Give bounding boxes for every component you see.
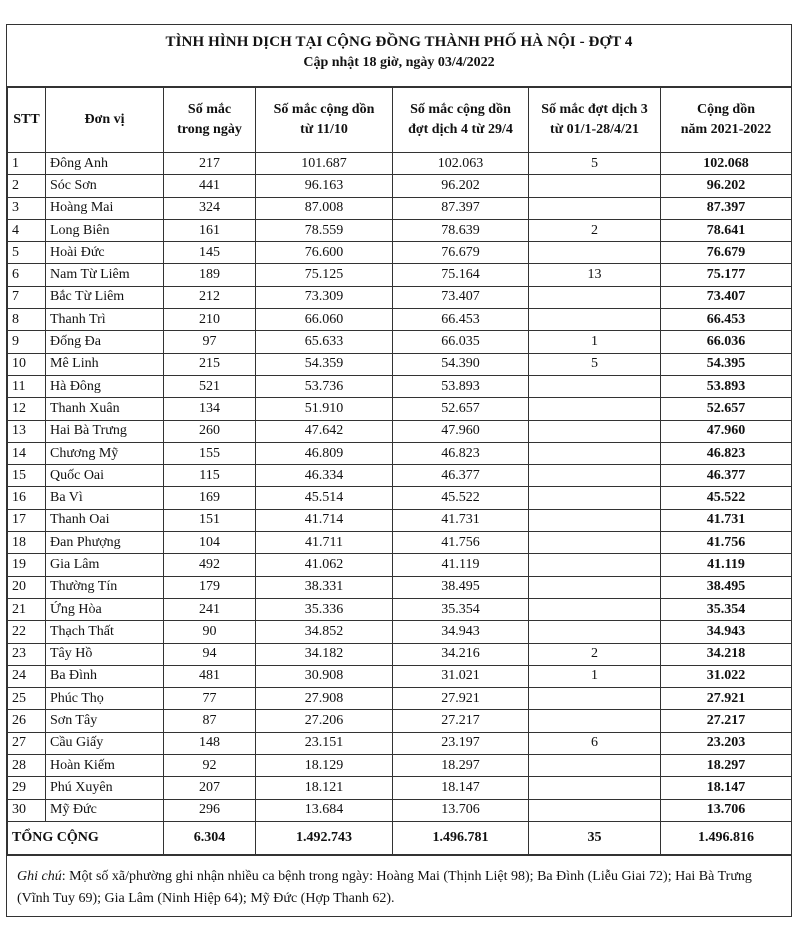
cell-wave4: 46.377 xyxy=(393,465,529,487)
cell-daily: 481 xyxy=(164,665,256,687)
cell-wave4: 45.522 xyxy=(393,487,529,509)
cell-unit: Sơn Tây xyxy=(46,710,164,732)
cases-table xyxy=(7,87,792,855)
cell-wave4: 18.147 xyxy=(393,777,529,799)
totals-wave3: 35 xyxy=(529,821,661,854)
table-row xyxy=(8,799,792,821)
cell-since: 87.008 xyxy=(256,197,393,219)
cell-since: 13.684 xyxy=(256,799,393,821)
table-row xyxy=(8,309,792,331)
totals-label: TỔNG CỘNG xyxy=(8,821,164,854)
table-row xyxy=(8,242,792,264)
cell-since: 41.711 xyxy=(256,532,393,554)
cell-wave4: 34.216 xyxy=(393,643,529,665)
cell-total: 54.395 xyxy=(661,353,792,375)
cell-total: 45.522 xyxy=(661,487,792,509)
cell-stt: 22 xyxy=(8,621,46,643)
table-body xyxy=(8,153,792,822)
table-row xyxy=(8,643,792,665)
cell-wave4: 96.202 xyxy=(393,175,529,197)
cell-wave3 xyxy=(529,197,661,219)
cell-unit: Sóc Sơn xyxy=(46,175,164,197)
cell-stt: 26 xyxy=(8,710,46,732)
cell-wave4: 73.407 xyxy=(393,286,529,308)
cell-daily: 215 xyxy=(164,353,256,375)
cell-daily: 87 xyxy=(164,710,256,732)
cell-since: 46.809 xyxy=(256,442,393,464)
cell-since: 38.331 xyxy=(256,576,393,598)
cell-unit: Hà Đông xyxy=(46,375,164,397)
cell-wave3: 1 xyxy=(529,665,661,687)
cell-since: 66.060 xyxy=(256,309,393,331)
cell-daily: 104 xyxy=(164,532,256,554)
cell-unit: Bắc Từ Liêm xyxy=(46,286,164,308)
cell-daily: 155 xyxy=(164,442,256,464)
cell-wave3 xyxy=(529,576,661,598)
cell-wave3: 13 xyxy=(529,264,661,286)
cell-wave4: 87.397 xyxy=(393,197,529,219)
table-row xyxy=(8,197,792,219)
header-daily: Số mắc trong ngày xyxy=(164,88,256,153)
cell-unit: Mê Linh xyxy=(46,353,164,375)
cell-daily: 212 xyxy=(164,286,256,308)
cell-daily: 134 xyxy=(164,398,256,420)
totals-row xyxy=(8,821,792,854)
cell-since: 41.062 xyxy=(256,554,393,576)
cell-daily: 90 xyxy=(164,621,256,643)
cell-stt: 19 xyxy=(8,554,46,576)
table-header-row xyxy=(8,88,792,153)
cell-wave4: 27.921 xyxy=(393,688,529,710)
cell-stt: 4 xyxy=(8,219,46,241)
totals-daily: 6.304 xyxy=(164,821,256,854)
cell-since: 53.736 xyxy=(256,375,393,397)
cell-stt: 11 xyxy=(8,375,46,397)
cell-stt: 1 xyxy=(8,153,46,175)
cell-wave3 xyxy=(529,532,661,554)
cell-total: 87.397 xyxy=(661,197,792,219)
cell-unit: Thanh Oai xyxy=(46,509,164,531)
cell-since: 101.687 xyxy=(256,153,393,175)
cell-unit: Thạch Thất xyxy=(46,621,164,643)
table-row xyxy=(8,465,792,487)
cell-unit: Đông Anh xyxy=(46,153,164,175)
table-row xyxy=(8,755,792,777)
cell-stt: 3 xyxy=(8,197,46,219)
totals-wave4: 1.496.781 xyxy=(393,821,529,854)
cell-total: 73.407 xyxy=(661,286,792,308)
cell-total: 31.022 xyxy=(661,665,792,687)
cell-since: 27.908 xyxy=(256,688,393,710)
cell-stt: 6 xyxy=(8,264,46,286)
cell-stt: 10 xyxy=(8,353,46,375)
cell-wave4: 52.657 xyxy=(393,398,529,420)
cell-daily: 217 xyxy=(164,153,256,175)
cell-total: 76.679 xyxy=(661,242,792,264)
cell-stt: 18 xyxy=(8,532,46,554)
table-row xyxy=(8,331,792,353)
cell-total: 96.202 xyxy=(661,175,792,197)
footnote-label: Ghi chú xyxy=(17,868,62,884)
table-row xyxy=(8,175,792,197)
cell-total: 34.943 xyxy=(661,621,792,643)
cell-since: 45.514 xyxy=(256,487,393,509)
cell-unit: Tây Hồ xyxy=(46,643,164,665)
cell-stt: 28 xyxy=(8,755,46,777)
cell-wave4: 34.943 xyxy=(393,621,529,643)
cell-total: 38.495 xyxy=(661,576,792,598)
cell-total: 41.731 xyxy=(661,509,792,531)
cell-wave4: 41.756 xyxy=(393,532,529,554)
cell-stt: 25 xyxy=(8,688,46,710)
cell-unit: Hoàn Kiếm xyxy=(46,755,164,777)
header-stt: STT xyxy=(8,88,46,153)
cell-unit: Thanh Xuân xyxy=(46,398,164,420)
cell-wave4: 13.706 xyxy=(393,799,529,821)
cell-wave3: 5 xyxy=(529,153,661,175)
cell-wave3 xyxy=(529,598,661,620)
cell-since: 18.121 xyxy=(256,777,393,799)
cell-wave4: 41.731 xyxy=(393,509,529,531)
cell-since: 65.633 xyxy=(256,331,393,353)
cell-total: 52.657 xyxy=(661,398,792,420)
report-frame xyxy=(6,24,792,917)
cell-wave4: 53.893 xyxy=(393,375,529,397)
table-row xyxy=(8,153,792,175)
cell-stt: 12 xyxy=(8,398,46,420)
cell-since: 75.125 xyxy=(256,264,393,286)
cell-wave3 xyxy=(529,799,661,821)
cell-daily: 492 xyxy=(164,554,256,576)
cell-total: 27.921 xyxy=(661,688,792,710)
cell-wave4: 46.823 xyxy=(393,442,529,464)
cell-daily: 207 xyxy=(164,777,256,799)
cell-unit: Gia Lâm xyxy=(46,554,164,576)
cell-daily: 179 xyxy=(164,576,256,598)
cell-total: 102.068 xyxy=(661,153,792,175)
cell-since: 46.334 xyxy=(256,465,393,487)
cell-unit: Mỹ Đức xyxy=(46,799,164,821)
cell-total: 66.036 xyxy=(661,331,792,353)
cell-wave3 xyxy=(529,398,661,420)
cell-total: 46.823 xyxy=(661,442,792,464)
cell-stt: 20 xyxy=(8,576,46,598)
totals-total: 1.496.816 xyxy=(661,821,792,854)
cell-stt: 29 xyxy=(8,777,46,799)
cell-unit: Hoài Đức xyxy=(46,242,164,264)
totals-since: 1.492.743 xyxy=(256,821,393,854)
cell-unit: Quốc Oai xyxy=(46,465,164,487)
cell-total: 34.218 xyxy=(661,643,792,665)
cell-stt: 17 xyxy=(8,509,46,531)
cell-stt: 8 xyxy=(8,309,46,331)
table-row xyxy=(8,219,792,241)
cell-stt: 27 xyxy=(8,732,46,754)
cell-daily: 161 xyxy=(164,219,256,241)
cell-wave4: 23.197 xyxy=(393,732,529,754)
cell-since: 34.182 xyxy=(256,643,393,665)
cell-since: 78.559 xyxy=(256,219,393,241)
title-block xyxy=(7,25,791,87)
cell-since: 41.714 xyxy=(256,509,393,531)
cell-unit: Đống Đa xyxy=(46,331,164,353)
cell-wave3 xyxy=(529,509,661,531)
cell-since: 47.642 xyxy=(256,420,393,442)
cell-wave3 xyxy=(529,442,661,464)
cell-daily: 260 xyxy=(164,420,256,442)
cell-daily: 189 xyxy=(164,264,256,286)
cell-unit: Thanh Trì xyxy=(46,309,164,331)
cell-wave3 xyxy=(529,286,661,308)
footnote-text: : Một số xã/phường ghi nhận nhiều ca bệnh trong ngày: Hoàng Mai (Thịnh Liệt 98); Ba Đình (Liễu Giai 72); Hai Bà Trưng (Vĩnh Tuy 69); Gia Lâm (Ninh Hiệp 64); Mỹ Đức (Hợp Thanh 62). xyxy=(17,868,752,906)
cell-total: 41.119 xyxy=(661,554,792,576)
cell-unit: Cầu Giấy xyxy=(46,732,164,754)
cell-total: 35.354 xyxy=(661,598,792,620)
cell-unit: Phúc Thọ xyxy=(46,688,164,710)
cell-unit: Đan Phượng xyxy=(46,532,164,554)
cell-daily: 521 xyxy=(164,375,256,397)
cell-unit: Chương Mỹ xyxy=(46,442,164,464)
cell-daily: 148 xyxy=(164,732,256,754)
table-row xyxy=(8,398,792,420)
cell-stt: 15 xyxy=(8,465,46,487)
table-row xyxy=(8,532,792,554)
table-row xyxy=(8,554,792,576)
table-row xyxy=(8,732,792,754)
cell-unit: Thường Tín xyxy=(46,576,164,598)
cell-wave3 xyxy=(529,375,661,397)
header-wave4: Số mắc cộng dồn đợt dịch 4 từ 29/4 xyxy=(393,88,529,153)
cell-since: 18.129 xyxy=(256,755,393,777)
table-row xyxy=(8,688,792,710)
cell-wave4: 47.960 xyxy=(393,420,529,442)
cell-since: 30.908 xyxy=(256,665,393,687)
footnote xyxy=(7,855,791,912)
cell-wave4: 76.679 xyxy=(393,242,529,264)
cell-stt: 2 xyxy=(8,175,46,197)
cell-wave4: 66.453 xyxy=(393,309,529,331)
cell-wave4: 41.119 xyxy=(393,554,529,576)
cell-daily: 169 xyxy=(164,487,256,509)
cell-total: 18.297 xyxy=(661,755,792,777)
cell-stt: 24 xyxy=(8,665,46,687)
cell-wave4: 31.021 xyxy=(393,665,529,687)
cell-wave4: 75.164 xyxy=(393,264,529,286)
cell-since: 76.600 xyxy=(256,242,393,264)
cell-unit: Phú Xuyên xyxy=(46,777,164,799)
cell-wave3 xyxy=(529,465,661,487)
cell-since: 34.852 xyxy=(256,621,393,643)
report-title: TÌNH HÌNH DỊCH TẠI CỘNG ĐỒNG THÀNH PHỐ HÀ NỘI - ĐỢT 4 xyxy=(165,34,633,50)
cell-wave3 xyxy=(529,554,661,576)
table-row xyxy=(8,286,792,308)
table-row xyxy=(8,621,792,643)
cell-unit: Ba Đình xyxy=(46,665,164,687)
cell-daily: 241 xyxy=(164,598,256,620)
cell-since: 35.336 xyxy=(256,598,393,620)
cell-wave3: 2 xyxy=(529,219,661,241)
cell-stt: 7 xyxy=(8,286,46,308)
header-cumulative-since: Số mắc cộng dồn từ 11/10 xyxy=(256,88,393,153)
cell-total: 27.217 xyxy=(661,710,792,732)
cell-wave4: 18.297 xyxy=(393,755,529,777)
cell-total: 66.453 xyxy=(661,309,792,331)
cell-since: 96.163 xyxy=(256,175,393,197)
cell-stt: 5 xyxy=(8,242,46,264)
cell-since: 27.206 xyxy=(256,710,393,732)
cell-unit: Hai Bà Trưng xyxy=(46,420,164,442)
cell-unit: Long Biên xyxy=(46,219,164,241)
table-row xyxy=(8,420,792,442)
cell-daily: 324 xyxy=(164,197,256,219)
cell-wave4: 27.217 xyxy=(393,710,529,732)
cell-wave4: 35.354 xyxy=(393,598,529,620)
table-row xyxy=(8,442,792,464)
cell-wave3 xyxy=(529,688,661,710)
cell-daily: 94 xyxy=(164,643,256,665)
cell-total: 46.377 xyxy=(661,465,792,487)
cell-stt: 14 xyxy=(8,442,46,464)
cell-wave3 xyxy=(529,777,661,799)
cell-total: 23.203 xyxy=(661,732,792,754)
table-row xyxy=(8,777,792,799)
cell-daily: 441 xyxy=(164,175,256,197)
cell-wave3: 1 xyxy=(529,331,661,353)
cell-unit: Ứng Hòa xyxy=(46,598,164,620)
table-row xyxy=(8,598,792,620)
cell-stt: 21 xyxy=(8,598,46,620)
header-total: Cộng dồn năm 2021-2022 xyxy=(661,88,792,153)
cell-wave3: 5 xyxy=(529,353,661,375)
cell-daily: 97 xyxy=(164,331,256,353)
table-row xyxy=(8,375,792,397)
cell-wave3 xyxy=(529,242,661,264)
cell-stt: 16 xyxy=(8,487,46,509)
cell-total: 75.177 xyxy=(661,264,792,286)
table-row xyxy=(8,576,792,598)
cell-wave3 xyxy=(529,309,661,331)
table-row xyxy=(8,264,792,286)
table-row xyxy=(8,353,792,375)
cell-daily: 145 xyxy=(164,242,256,264)
cell-total: 78.641 xyxy=(661,219,792,241)
table-row xyxy=(8,665,792,687)
table-row xyxy=(8,509,792,531)
table-row xyxy=(8,710,792,732)
cell-daily: 296 xyxy=(164,799,256,821)
header-wave3: Số mắc đợt dịch 3 từ 01/1-28/4/21 xyxy=(529,88,661,153)
cell-daily: 92 xyxy=(164,755,256,777)
cell-daily: 77 xyxy=(164,688,256,710)
cell-daily: 115 xyxy=(164,465,256,487)
cell-wave3 xyxy=(529,420,661,442)
cell-wave3 xyxy=(529,755,661,777)
cell-wave3 xyxy=(529,621,661,643)
cell-unit: Hoàng Mai xyxy=(46,197,164,219)
cell-stt: 30 xyxy=(8,799,46,821)
cell-unit: Ba Vì xyxy=(46,487,164,509)
cell-stt: 23 xyxy=(8,643,46,665)
cell-since: 51.910 xyxy=(256,398,393,420)
cell-wave3: 6 xyxy=(529,732,661,754)
cell-wave4: 38.495 xyxy=(393,576,529,598)
cell-wave4: 54.390 xyxy=(393,353,529,375)
cell-daily: 151 xyxy=(164,509,256,531)
cell-stt: 13 xyxy=(8,420,46,442)
cell-total: 53.893 xyxy=(661,375,792,397)
cell-stt: 9 xyxy=(8,331,46,353)
cell-wave4: 66.035 xyxy=(393,331,529,353)
cell-since: 54.359 xyxy=(256,353,393,375)
cell-wave4: 78.639 xyxy=(393,219,529,241)
cell-wave3 xyxy=(529,487,661,509)
cell-daily: 210 xyxy=(164,309,256,331)
cell-total: 13.706 xyxy=(661,799,792,821)
cell-since: 73.309 xyxy=(256,286,393,308)
cell-wave3: 2 xyxy=(529,643,661,665)
cell-wave3 xyxy=(529,710,661,732)
header-unit: Đơn vị xyxy=(46,88,164,153)
cell-unit: Nam Từ Liêm xyxy=(46,264,164,286)
report-subtitle: Cập nhật 18 giờ, ngày 03/4/2022 xyxy=(303,55,495,70)
cell-wave3 xyxy=(529,175,661,197)
cell-total: 41.756 xyxy=(661,532,792,554)
cell-wave4: 102.063 xyxy=(393,153,529,175)
table-row xyxy=(8,487,792,509)
cell-total: 18.147 xyxy=(661,777,792,799)
cell-since: 23.151 xyxy=(256,732,393,754)
cell-total: 47.960 xyxy=(661,420,792,442)
